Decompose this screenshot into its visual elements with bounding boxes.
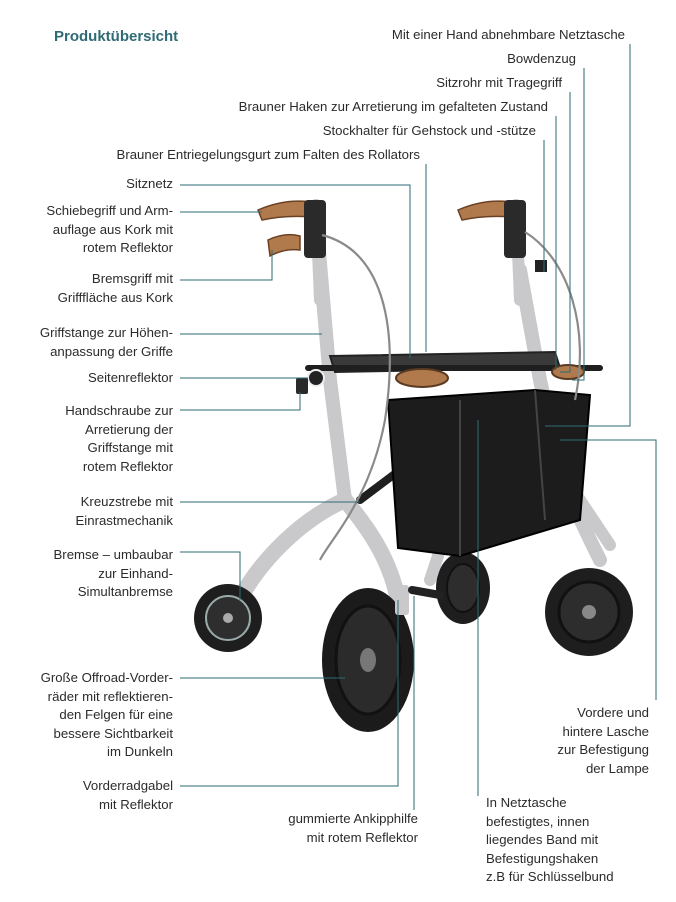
label-bowdenzug: Bowdenzug	[507, 51, 576, 66]
label-griffstange	[40, 324, 173, 361]
label-netztasche: Mit einer Hand abnehmbare Netztasche	[391, 27, 625, 42]
label-schiebegriff	[46, 202, 173, 258]
label-sitznetz: Sitznetz	[126, 176, 173, 191]
label-vorderraeder-line: Große Offroad-Vorder-	[40, 670, 173, 685]
label-handschraube	[65, 402, 173, 476]
label-lasche-line: hintere Lasche	[562, 723, 649, 739]
label-ankipphilfe-line: gummierte Ankipphilfe	[288, 811, 418, 826]
label-kreuzstrebe	[76, 493, 173, 530]
label-vorderraeder-line: den Felgen für eine	[59, 707, 173, 722]
label-handschraube-line: Handschraube zur	[65, 403, 173, 418]
label-netztasche-band-line: z.B für Schlüsselbund	[486, 869, 614, 884]
label-gabel-line: mit Reflektor	[98, 796, 173, 812]
label-griffstange-line: anpassung der Griffe	[50, 343, 173, 359]
label-gabel	[83, 777, 173, 814]
label-haken: Brauner Haken zur Arretierung im gefalteten Zustand	[238, 99, 548, 114]
label-vorderraeder-line: bessere Sichtbarkeit	[53, 725, 173, 741]
label-griffstange-line: Griffstange zur Höhen-	[39, 325, 173, 340]
label-ankipphilfe	[288, 810, 418, 847]
label-schiebegriff-line: Schiebegriff und Arm-	[46, 203, 173, 218]
label-netztasche-band-line: liegendes Band mit	[486, 832, 599, 847]
page-title: Produktübersicht	[54, 28, 179, 45]
label-gabel-line: Vorderradgabel	[82, 778, 173, 793]
label-kreuzstrebe-line: Einrastmechanik	[75, 512, 173, 528]
label-handschraube-line: Griffstange mit	[87, 440, 173, 455]
label-bremsgriff-line: Bremsgriff mit	[91, 271, 173, 286]
label-netztasche-band-line: In Netztasche	[486, 795, 567, 810]
label-schiebegriff-line: rotem Reflektor	[82, 240, 173, 255]
label-vorderraeder	[41, 669, 173, 762]
label-bremse-line: Simultanbremse	[77, 584, 173, 599]
label-vorderraeder-line: räder mit reflektieren-	[47, 688, 173, 704]
label-bremsgriff-line: Grifffläche aus Kork	[57, 289, 173, 305]
label-bremse-line: Bremse – umbaubar	[53, 547, 173, 562]
label-netztasche-band	[486, 794, 614, 887]
label-schiebegriff-line: auflage aus Kork mit	[52, 221, 173, 237]
label-lasche-line: zur Befestigung	[557, 742, 649, 757]
label-vorderraeder-line: im Dunkeln	[107, 744, 173, 759]
label-lasche	[557, 704, 649, 778]
label-handschraube-line: Arretierung der	[85, 421, 173, 437]
label-bremsgriff	[58, 270, 173, 307]
label-stockhalter: Stockhalter für Gehstock und -stütze	[322, 123, 536, 138]
label-ankipphilfe-line: mit rotem Reflektor	[306, 829, 418, 845]
label-lasche-line: der Lampe	[585, 760, 649, 776]
label-netztasche-band-line: Befestigungshaken	[486, 850, 599, 866]
label-bremse-line: zur Einhand-	[98, 565, 173, 581]
label-bremse	[54, 546, 173, 602]
label-sitzrohr: Sitzrohr mit Tragegriff	[436, 75, 562, 90]
label-lasche-line: Vordere und	[577, 705, 649, 720]
label-kreuzstrebe-line: Kreuzstrebe mit	[80, 494, 173, 509]
label-seitenreflektor: Seitenreflektor	[87, 370, 173, 385]
label-handschraube-line: rotem Reflektor	[82, 458, 173, 474]
label-gurt: Brauner Entriegelungsgurt zum Falten des Rollators	[116, 147, 420, 162]
label-netztasche-band-line: befestigtes, innen	[486, 813, 590, 829]
